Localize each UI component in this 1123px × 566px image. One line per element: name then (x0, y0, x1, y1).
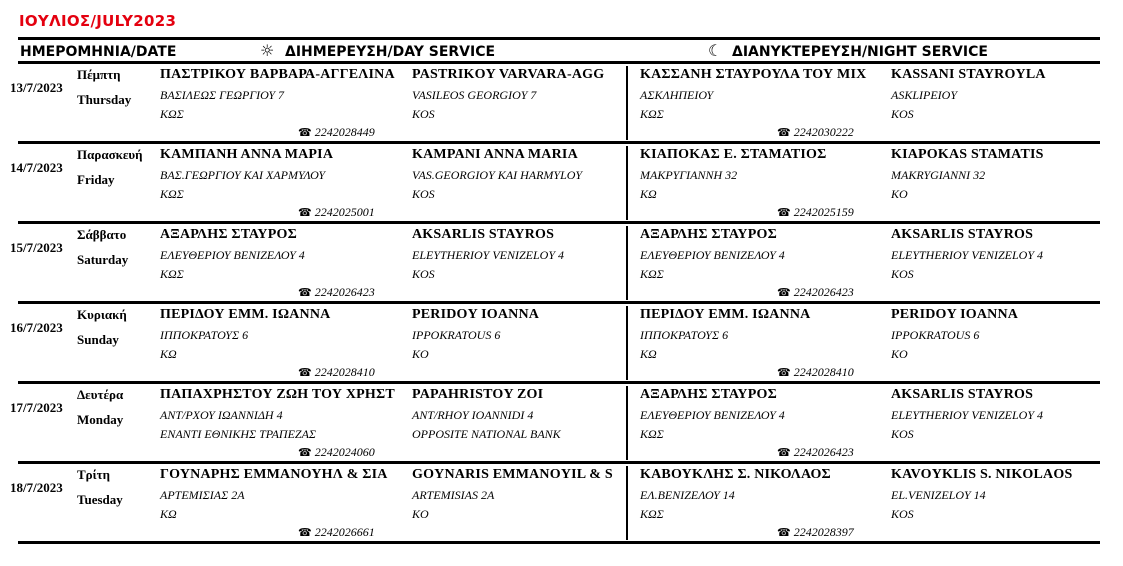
night-pharmacy-address-greek: ΕΛΕΥΘΕΡΙΟΥ ΒΕΝΙΖΕΛΟΥ 4 (640, 408, 785, 422)
day-pharmacy-city-english: KOS (412, 187, 435, 201)
day-pharmacy-city-greek: ΚΩΣ (160, 187, 184, 201)
night-pharmacy-name-english: KIAPOKAS STAMATIS (891, 147, 1044, 162)
moon-icon: ☾ (708, 41, 723, 60)
day-pharmacy-address-greek: ΒΑΣΙΛΕΩΣ ΓΕΩΡΓΙΟΥ 7 (160, 88, 285, 102)
schedule-row (0, 384, 1123, 464)
schedule-row (0, 144, 1123, 224)
row-date: 13/7/2023 (10, 80, 63, 95)
day-pharmacy-name-english: PAPAHRISTOY ZOI (412, 387, 544, 402)
row-day-english: Thursday (77, 92, 132, 107)
day-pharmacy-address-english: VASILEOS GEORGIOY 7 (412, 88, 537, 102)
schedule-row (0, 304, 1123, 384)
day-pharmacy-name-english: GOYNARIS EMMANOYIL & S (412, 467, 613, 482)
day-phone-number: 2242028449 (314, 125, 375, 139)
day-pharmacy-phone (298, 525, 375, 540)
night-pharmacy-city-greek: ΚΩ (640, 187, 657, 201)
night-pharmacy-name-greek: ΑΞΑΡΛΗΣ ΣΤΑΥΡΟΣ (640, 227, 777, 242)
day-pharmacy-city-english: KOS (412, 107, 435, 121)
row-day-greek: Δευτέρα (77, 387, 124, 402)
row-date: 14/7/2023 (10, 160, 63, 175)
phone-icon: ☎ (777, 527, 791, 539)
day-pharmacy-city-greek: ΚΩΣ (160, 267, 184, 281)
day-phone-number: 2242026423 (314, 285, 375, 299)
phone-icon: ☎ (298, 287, 312, 299)
schedule-row (0, 64, 1123, 144)
header-night-service: ΔΙΑΝΥΚΤΕΡΕΥΣΗ/NIGHT SERVICE (732, 44, 988, 60)
day-pharmacy-address-english: IPPOKRATOUS 6 (412, 328, 501, 342)
day-pharmacy-phone (298, 285, 375, 300)
phone-icon: ☎ (777, 127, 791, 139)
day-pharmacy-address-english: ARTEMISIAS 2A (412, 488, 495, 502)
day-pharmacy-address-greek: ΑΡΤΕΜΙΣΙΑΣ 2Α (160, 488, 245, 502)
day-pharmacy-name-english: PASTRIKOY VARVARA-AGG (412, 67, 605, 82)
day-pharmacy-address-english: ELEYTHERIOY VENIZELOY 4 (412, 248, 565, 262)
phone-icon: ☎ (777, 367, 791, 379)
row-day-english: Sunday (77, 332, 119, 347)
day-pharmacy-address-greek: ΒΑΣ.ΓΕΩΡΓΙΟΥ ΚΑΙ ΧΑΡΜΥΛΟΥ (160, 168, 326, 182)
row-day-greek: Παρασκευή (77, 147, 143, 162)
row-day-english: Friday (77, 172, 115, 187)
day-pharmacy-city-english: KO (412, 347, 429, 361)
night-pharmacy-name-english: KAVOYKLIS S. NIKOLAOS (891, 467, 1073, 482)
row-date: 17/7/2023 (10, 400, 63, 415)
row-day-greek: Πέμπτη (77, 67, 121, 82)
day-pharmacy-city-greek: ΚΩΣ (160, 107, 184, 121)
night-phone-number: 2242026423 (793, 285, 854, 299)
night-pharmacy-address-greek: ΕΛΕΥΘΕΡΙΟΥ ΒΕΝΙΖΕΛΟΥ 4 (640, 248, 785, 262)
phone-icon: ☎ (298, 527, 312, 539)
day-pharmacy-phone (298, 205, 375, 220)
night-pharmacy-address-english: ASKLIPEIOY (891, 88, 957, 102)
night-pharmacy-address-english: ELEYTHERIOY VENIZELOY 4 (891, 408, 1044, 422)
night-phone-number: 2242028397 (793, 525, 854, 539)
day-phone-number: 2242025001 (314, 205, 375, 219)
header-top-rule (18, 37, 1100, 40)
day-pharmacy-name-greek: ΠΕΡΙΔΟΥ ΕΜΜ. ΙΩΑΝΝΑ (160, 307, 331, 322)
night-phone-number: 2242028410 (793, 365, 854, 379)
phone-icon: ☎ (298, 447, 312, 459)
column-divider (626, 306, 628, 380)
night-pharmacy-phone (777, 525, 854, 540)
header-day-service: ΔΙΗΜΕΡΕΥΣΗ/DAY SERVICE (285, 44, 496, 60)
night-pharmacy-city-greek: ΚΩΣ (640, 427, 664, 441)
day-pharmacy-phone (298, 445, 375, 460)
day-pharmacy-city-greek: ΕΝΑΝΤΙ ΕΘΝΙΚΗΣ ΤΡΑΠΕΖΑΣ (160, 427, 317, 441)
day-pharmacy-phone (298, 365, 375, 380)
night-pharmacy-address-english: IPPOKRATOUS 6 (891, 328, 980, 342)
row-day-english: Tuesday (77, 492, 123, 507)
night-pharmacy-city-english: KOS (891, 427, 914, 441)
night-pharmacy-phone (777, 285, 854, 300)
night-pharmacy-name-greek: ΚΑΣΣΑΝΗ ΣΤΑΥΡΟΥΛΑ ΤΟΥ ΜΙΧ (640, 67, 867, 82)
day-pharmacy-address-greek: ΑΝΤ/ΡΧΟΥ ΙΩΑΝΝΙΔΗ 4 (160, 408, 283, 422)
night-pharmacy-city-english: KO (891, 187, 908, 201)
day-pharmacy-address-english: VAS.GEORGIOY KAI HARMYLOY (412, 168, 583, 182)
day-phone-number: 2242026661 (314, 525, 375, 539)
row-day-greek: Σάββατο (77, 227, 127, 242)
day-pharmacy-city-greek: ΚΩ (160, 507, 177, 521)
night-pharmacy-phone (777, 205, 854, 220)
column-divider (626, 226, 628, 300)
day-pharmacy-city-english: OPPOSITE NATIONAL BANK (412, 427, 561, 441)
night-pharmacy-address-english: ELEYTHERIOY VENIZELOY 4 (891, 248, 1044, 262)
day-pharmacy-name-greek: ΚΑΜΠΑΝΗ ΑΝΝΑ ΜΑΡΙΑ (160, 147, 334, 162)
column-divider (626, 386, 628, 460)
day-pharmacy-name-english: AKSARLIS STAYROS (412, 227, 555, 242)
schedule-row (0, 464, 1123, 544)
night-phone-number: 2242030222 (793, 125, 854, 139)
night-pharmacy-address-greek: ΜΑΚΡΥΓΙΑΝΝΗ 32 (640, 168, 738, 182)
header-date-label: ΗΜΕΡΟΜΗΝΙΑ/DATE (20, 44, 177, 60)
night-pharmacy-name-greek: ΠΕΡΙΔΟΥ ΕΜΜ. ΙΩΑΝΝΑ (640, 307, 811, 322)
night-pharmacy-city-english: KOS (891, 507, 914, 521)
day-pharmacy-name-greek: ΑΞΑΡΛΗΣ ΣΤΑΥΡΟΣ (160, 227, 297, 242)
day-pharmacy-address-greek: ΕΛΕΥΘΕΡΙΟΥ ΒΕΝΙΖΕΛΟΥ 4 (160, 248, 305, 262)
night-pharmacy-city-english: KOS (891, 107, 914, 121)
night-pharmacy-city-greek: ΚΩΣ (640, 107, 664, 121)
night-pharmacy-city-greek: ΚΩΣ (640, 267, 664, 281)
phone-icon: ☎ (298, 127, 312, 139)
day-pharmacy-address-english: ANT/RHOY IOANNIDI 4 (412, 408, 534, 422)
phone-icon: ☎ (298, 207, 312, 219)
phone-icon: ☎ (298, 367, 312, 379)
phone-icon: ☎ (777, 207, 791, 219)
day-pharmacy-address-greek: ΙΠΠΟΚΡΑΤΟΥΣ 6 (160, 328, 249, 342)
night-pharmacy-name-english: KASSANI STAYROYLA (891, 67, 1046, 82)
night-pharmacy-phone (777, 445, 854, 460)
day-pharmacy-name-greek: ΠΑΣΤΡΙΚΟΥ ΒΑΡΒΑΡΑ-ΑΓΓΕΛΙΝΑ (160, 67, 395, 82)
day-phone-number: 2242024060 (314, 445, 375, 459)
column-divider (626, 146, 628, 220)
night-pharmacy-city-english: KO (891, 347, 908, 361)
day-pharmacy-city-english: KO (412, 507, 429, 521)
night-pharmacy-address-greek: ΑΣΚΛΗΠΕΙΟΥ (640, 88, 714, 102)
day-phone-number: 2242028410 (314, 365, 375, 379)
row-day-greek: Κυριακή (77, 307, 127, 322)
night-pharmacy-address-greek: ΕΛ.ΒΕΝΙΖΕΛΟΥ 14 (640, 488, 735, 502)
row-rule (18, 541, 1100, 544)
night-pharmacy-name-greek: ΚΑΒΟΥΚΛΗΣ Σ. ΝΙΚΟΛΑΟΣ (640, 467, 831, 482)
row-date: 15/7/2023 (10, 240, 63, 255)
row-day-english: Monday (77, 412, 124, 427)
day-pharmacy-city-greek: ΚΩ (160, 347, 177, 361)
night-pharmacy-address-greek: ΙΠΠΟΚΡΑΤΟΥΣ 6 (640, 328, 729, 342)
row-date: 18/7/2023 (10, 480, 63, 495)
day-pharmacy-phone (298, 125, 375, 140)
night-phone-number: 2242025159 (793, 205, 854, 219)
night-pharmacy-address-english: MAKRYGIANNI 32 (891, 168, 986, 182)
column-divider (626, 66, 628, 140)
phone-icon: ☎ (777, 287, 791, 299)
schedule-row (0, 224, 1123, 304)
night-pharmacy-phone (777, 125, 854, 140)
night-pharmacy-city-english: KOS (891, 267, 914, 281)
night-pharmacy-name-english: PERIDOY IOANNA (891, 307, 1019, 322)
page-title: ΙΟΥΛΙΟΣ/JULY2023 (19, 12, 177, 30)
day-pharmacy-name-greek: ΠΑΠΑΧΡΗΣΤΟΥ ΖΩΗ ΤΟΥ ΧΡΗΣΤ (160, 387, 395, 402)
row-day-english: Saturday (77, 252, 129, 267)
row-day-greek: Τρίτη (77, 467, 111, 482)
day-pharmacy-name-greek: ΓΟΥΝΑΡΗΣ ΕΜΜΑΝΟΥΗΛ & ΣΙΑ (160, 467, 388, 482)
night-pharmacy-name-greek: ΑΞΑΡΛΗΣ ΣΤΑΥΡΟΣ (640, 387, 777, 402)
row-date: 16/7/2023 (10, 320, 63, 335)
day-pharmacy-city-english: KOS (412, 267, 435, 281)
night-pharmacy-city-greek: ΚΩ (640, 347, 657, 361)
night-pharmacy-city-greek: ΚΩΣ (640, 507, 664, 521)
night-pharmacy-name-greek: ΚΙΑΠΟΚΑΣ Ε. ΣΤΑΜΑΤΙΟΣ (640, 147, 827, 162)
column-divider (626, 466, 628, 540)
night-pharmacy-address-english: EL.VENIZELOY 14 (891, 488, 986, 502)
phone-icon: ☎ (777, 447, 791, 459)
night-pharmacy-name-english: AKSARLIS STAYROS (891, 387, 1034, 402)
sun-icon: ☼ (260, 41, 275, 60)
night-pharmacy-phone (777, 365, 854, 380)
night-phone-number: 2242026423 (793, 445, 854, 459)
night-pharmacy-name-english: AKSARLIS STAYROS (891, 227, 1034, 242)
day-pharmacy-name-english: KAMPANI ANNA MARIA (412, 147, 578, 162)
day-pharmacy-name-english: PERIDOY IOANNA (412, 307, 540, 322)
